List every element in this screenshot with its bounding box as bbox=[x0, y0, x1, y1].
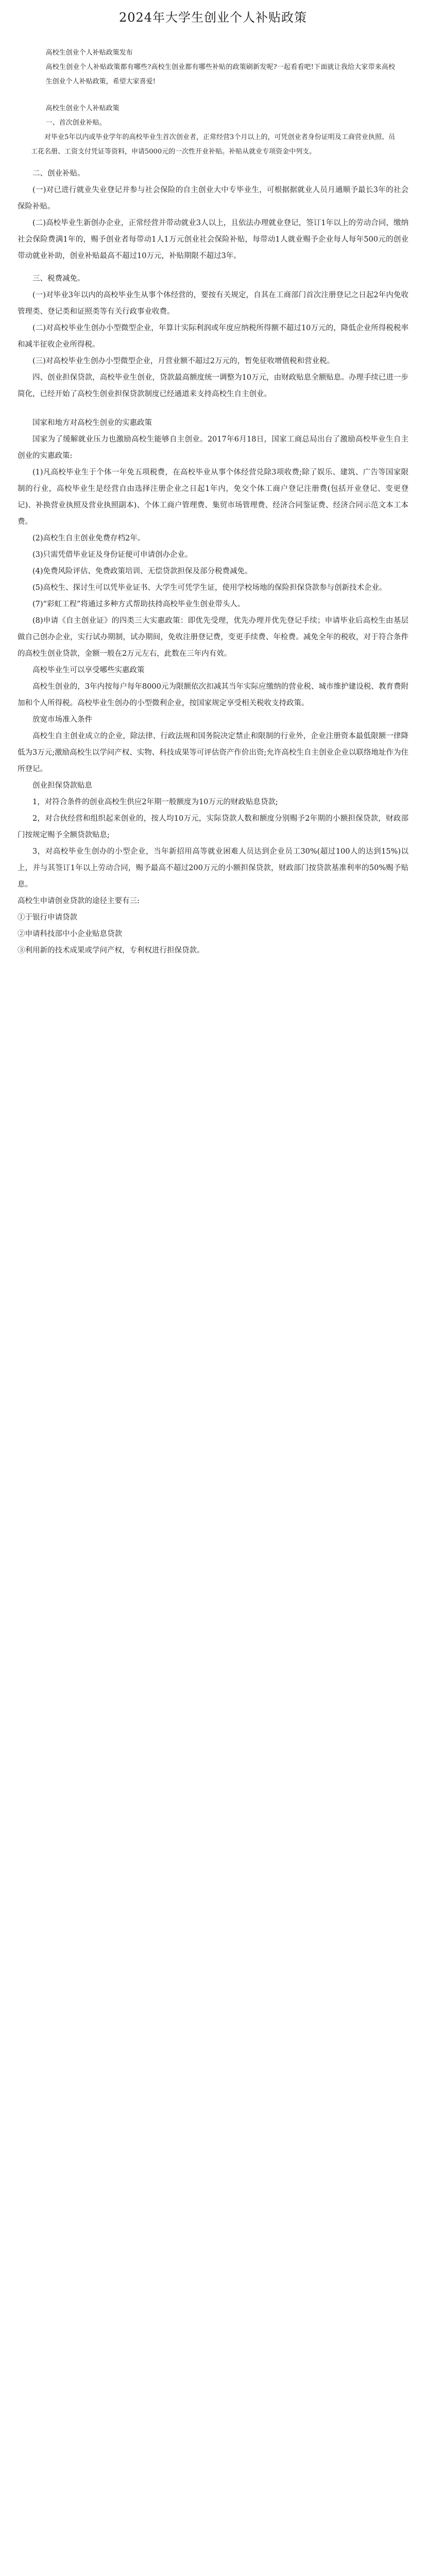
section-2 bbox=[18, 165, 408, 264]
paragraph: 高校生创业的，3年内按每户每年8000元为限额依次扣减其当年实际应缴纳的营业税、城市维护建设税、教育费附加和个人所得税。高校毕业生创办的小型微利企业，按国家规定享受相关税收支持政策。 bbox=[18, 683, 408, 707]
section-title: 高校生创业个人补贴政策 bbox=[45, 105, 120, 112]
section-heading: 高校毕业生可以享受哪些实惠政策 bbox=[32, 666, 145, 674]
section-heading: 一、首次创业补贴。 bbox=[45, 119, 106, 127]
paragraph: 国家为了缓解就业压力也激励高校生能够自主创业。2017年6月18日，国家工商总局出台了激励高校毕业生自主创业的实惠政策: bbox=[18, 435, 408, 460]
list-item: (4)免费风险评估、免费政策培训、无偿贷款担保及部分税费减免。 bbox=[32, 567, 252, 575]
document-title: 2024年大学生创业个人补贴政策 bbox=[118, 10, 308, 25]
intro-line: 高校生创业个人补贴政策发布 bbox=[45, 49, 133, 57]
list-item: ③利用新的技术成果或学问产权，专利权进行担保贷款。 bbox=[18, 946, 205, 955]
section-heading: 国家和地方对高校生创业的实惠政策 bbox=[32, 419, 152, 427]
list-item: (7)“彩虹工程”将通过多种方式帮助扶持高校毕业生创业带头人。 bbox=[32, 600, 245, 608]
paragraph: (三)对高校毕业生创办小型微型企业，月营业额不超过2万元的，暂免征收增值税和营业税。 bbox=[32, 357, 335, 365]
section-heading: 高校生申请创业贷款的途径主要有三: bbox=[18, 897, 140, 905]
paragraph: (一)对已进行就业失业登记并参与社会保险的自主创业大中专毕业生，可根据据就业人员月通顺予最长3年的社会保险补贴。 bbox=[18, 186, 408, 211]
list-item: (2)高校生自主创业免费存档2年。 bbox=[32, 534, 145, 543]
list-item: 1，对符合条件的创业高校生供应2年期一般额度为10万元的财政贴息贷款; bbox=[32, 798, 278, 806]
section-heading: 二、创业补贴。 bbox=[32, 170, 85, 178]
paragraph: (一)对毕业3年以内的高校毕业生从事个体经营的，要按有关规定，自其在工商部门首次注册登记之日起2年内免收管理类、登记类和证照类等有关行政事业收费。 bbox=[18, 291, 408, 316]
paragraph: 高校生自主创业成立的企业，除法律、行政法规和国务院决定禁止和限制的行业外，企业注册资本最低限额一律降低为3万元;激励高校生以学问产权、实物、科技成果等可评估资产作价出资;允许高校生自主创业企业以联络地址作为住所登记。 bbox=[18, 732, 408, 773]
list-item: 2，对合伙经营和组织起来创业的，按人均10万元，实际贷款人数和额度分别赐予2年期的小额担保贷款，财政部门按规定赐予全额贷款贴息; bbox=[18, 815, 408, 839]
section-heading: 放宽市场准入条件 bbox=[32, 716, 92, 724]
list-item: (1)凡高校毕业生于个体一年免五项税费，在高校毕业从事个体经营兑除3项收费;除了娱乐、建筑、广告等国家限制的行业，高校毕业生是经营自由选择注册企业之日起1年内，免交个体工商户登记注册费(包括开业登记、变更登记)、补换营业执照及营业执照副本)、个体工商户管理费、集贸市场管理费、经济合同鉴证费、经济合同示范文本工本费。 bbox=[18, 468, 408, 526]
list-item: ②申请科技部中小企业贴息贷款 bbox=[18, 930, 122, 938]
section-3 bbox=[18, 270, 408, 402]
section-heading: 三、税费减免。 bbox=[32, 275, 85, 283]
list-item: ①于银行申请贷款 bbox=[18, 913, 77, 922]
intro-line: 高校生创业个人补贴政策都有哪些?高校生创业都有哪些补贴的政策刷新发呢?一起看看吧!下面就让我给大家带来高校生创业个人补贴政策，希望大家喜爱! bbox=[45, 63, 395, 86]
list-item: (8)申请《自主创业证》的四类三大实惠政策：即优先受理，优先办理并优先登记手续；申请毕业后高校生由基层做自己创办企业，实行试办期制，试办期间，免收注册登记费，变更手续费、年检费。减免全年的税收，对于符合条件的高校生创业贷款，金额一般在2万元左右，此数在三年内有效。 bbox=[18, 617, 408, 658]
list-item: (3)只需凭借毕业证及身份证便可申请创办企业。 bbox=[32, 551, 193, 559]
section-heading: 创业担保贷款贴息 bbox=[32, 782, 92, 790]
paragraph: (二)对高校毕业生创办小型微型企业，年算计实际利润或年度应纳税所得额不超过10万元的，降低企业所得税税率和减半征收企业所得税。 bbox=[18, 324, 408, 349]
list-item: 3，对高校毕业生创办的小型企业，当年新招用高等就业困难人员达到企业员工30%(超过100人的达到15%)以上，并与其签订1年以上劳动合同，赐予最高不超过200万元的小额担保贷款，财政部门按贷款基准利率的50%赐予贴息。 bbox=[18, 848, 408, 889]
paragraph: 对毕业5年以内或毕业学年的高校毕业生首次创业者，正常经营3个月以上的，可凭创业者身份证明及工商营业执照、员工花名册、工资支付凭证等资料，申请5000元的一次性开业补贴。补贴从就业专项资金中列支。 bbox=[31, 133, 395, 156]
list-item: (5)高校生、探讨生可以凭毕业证书、大学生可凭学生证，使用学校场地的保险担保贷款参与创新技术企业。 bbox=[32, 584, 387, 592]
paragraph: (二)高校毕业生新创办企业，正常经营并带动就业3人以上，且依法办理就业登记，签订1年以上的劳动合同，缴纳社会保险费满1年的，赐予创业者每带动1人1万元创业社会保险补贴，每带动1人就业赐予企业每人每年500元的创业带动就业补助，创业补贴最高不超过10万元，补贴期限不超过3年。 bbox=[18, 219, 408, 260]
intro-block bbox=[31, 46, 395, 159]
paragraph: 四、创业担保贷款，高校毕业生创业，贷款最高额度统一调整为10万元，由财政贴息全额贴息。办理手续已进一步简化，已经开始了高校生创业担保贷款制度已经通道来支持高校生自主创业。 bbox=[18, 374, 408, 398]
section-4 bbox=[18, 415, 408, 959]
